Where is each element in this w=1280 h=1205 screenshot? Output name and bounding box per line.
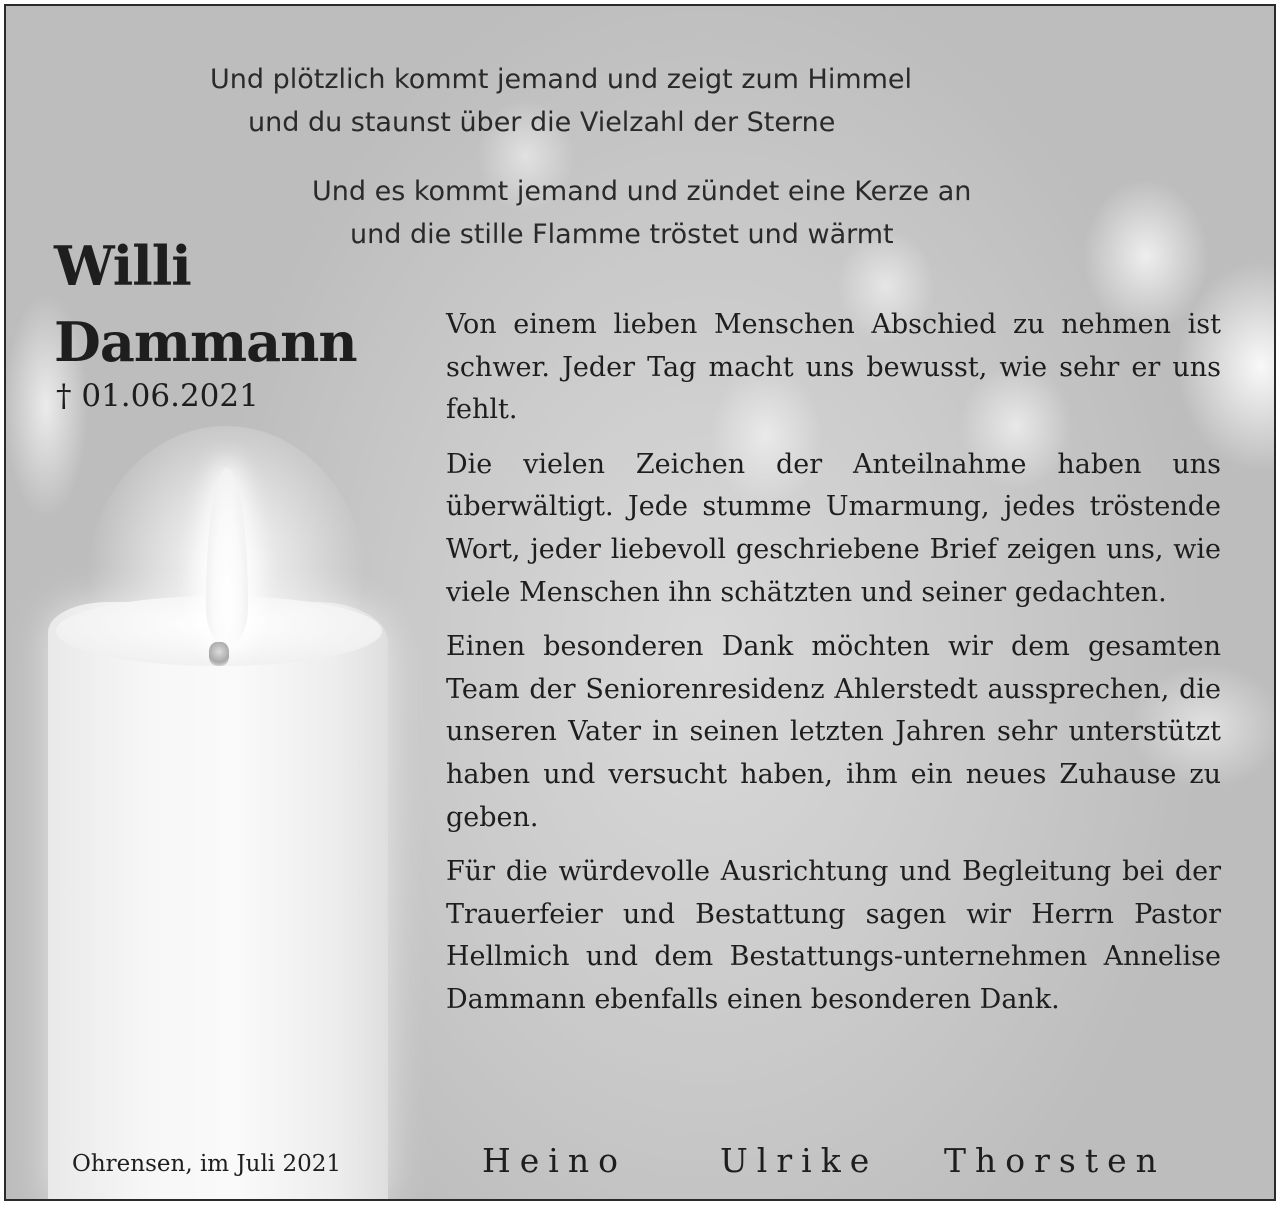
body-paragraph: Einen besonderen Dank möchten wir dem gesamten Team der Seniorenresidenz Ahlerstedt aussprechen, die unseren Vater in seinen letzten Jahren sehr unterstützt haben und versucht haben, ihm ein neues Zuhause zu geben.	[446, 631, 1221, 833]
poem-stanza-1	[210, 58, 912, 144]
poem-stanza-2	[312, 170, 971, 256]
place-and-date: Ohrensen, im Juli 2021	[72, 1151, 342, 1177]
body-paragraph: Von einem lieben Menschen Abschied zu nehmen ist schwer. Jeder Tag macht uns bewusst, wie sehr er uns fehlt.	[446, 309, 1221, 426]
deceased-name	[54, 228, 357, 380]
poem-line: Und plötzlich kommt jemand und zeigt zum Himmel	[210, 64, 913, 95]
obituary-frame	[4, 4, 1276, 1201]
candle-wick	[209, 642, 229, 666]
poem-line: Und es kommt jemand und zündet eine Kerze an	[312, 176, 972, 207]
body-paragraph: Für die würdevolle Ausrichtung und Begleitung bei der Trauerfeier und Bestattung sagen wir Herrn Pastor Hellmich und dem Bestattungs-unternehmen Annelise Dammann ebenfalls einen besonderen Dank.	[446, 856, 1221, 1015]
body-paragraph: Die vielen Zeichen der Anteilnahme haben uns überwältigt. Jede stumme Umarmung, jedes tröstende Wort, jeder liebevoll geschriebene Brief zeigen uns, wie viele Menschen ihn schätzten und seiner gedachten.	[446, 448, 1221, 608]
first-name: Willi	[54, 234, 191, 298]
poem-line: und du staunst über die Vielzahl der Sterne	[248, 107, 836, 138]
last-name: Dammann	[54, 310, 357, 374]
signature-heino: Heino	[482, 1141, 627, 1180]
thank-you-text	[446, 304, 1221, 1034]
poem-line: und die stille Flamme tröstet und wärmt	[350, 219, 894, 250]
death-date: † 01.06.2021	[56, 378, 259, 414]
candle-image	[48, 602, 388, 1201]
signature-ulrike: Ulrike	[720, 1141, 879, 1180]
signature-thorsten: Thorsten	[944, 1141, 1166, 1180]
